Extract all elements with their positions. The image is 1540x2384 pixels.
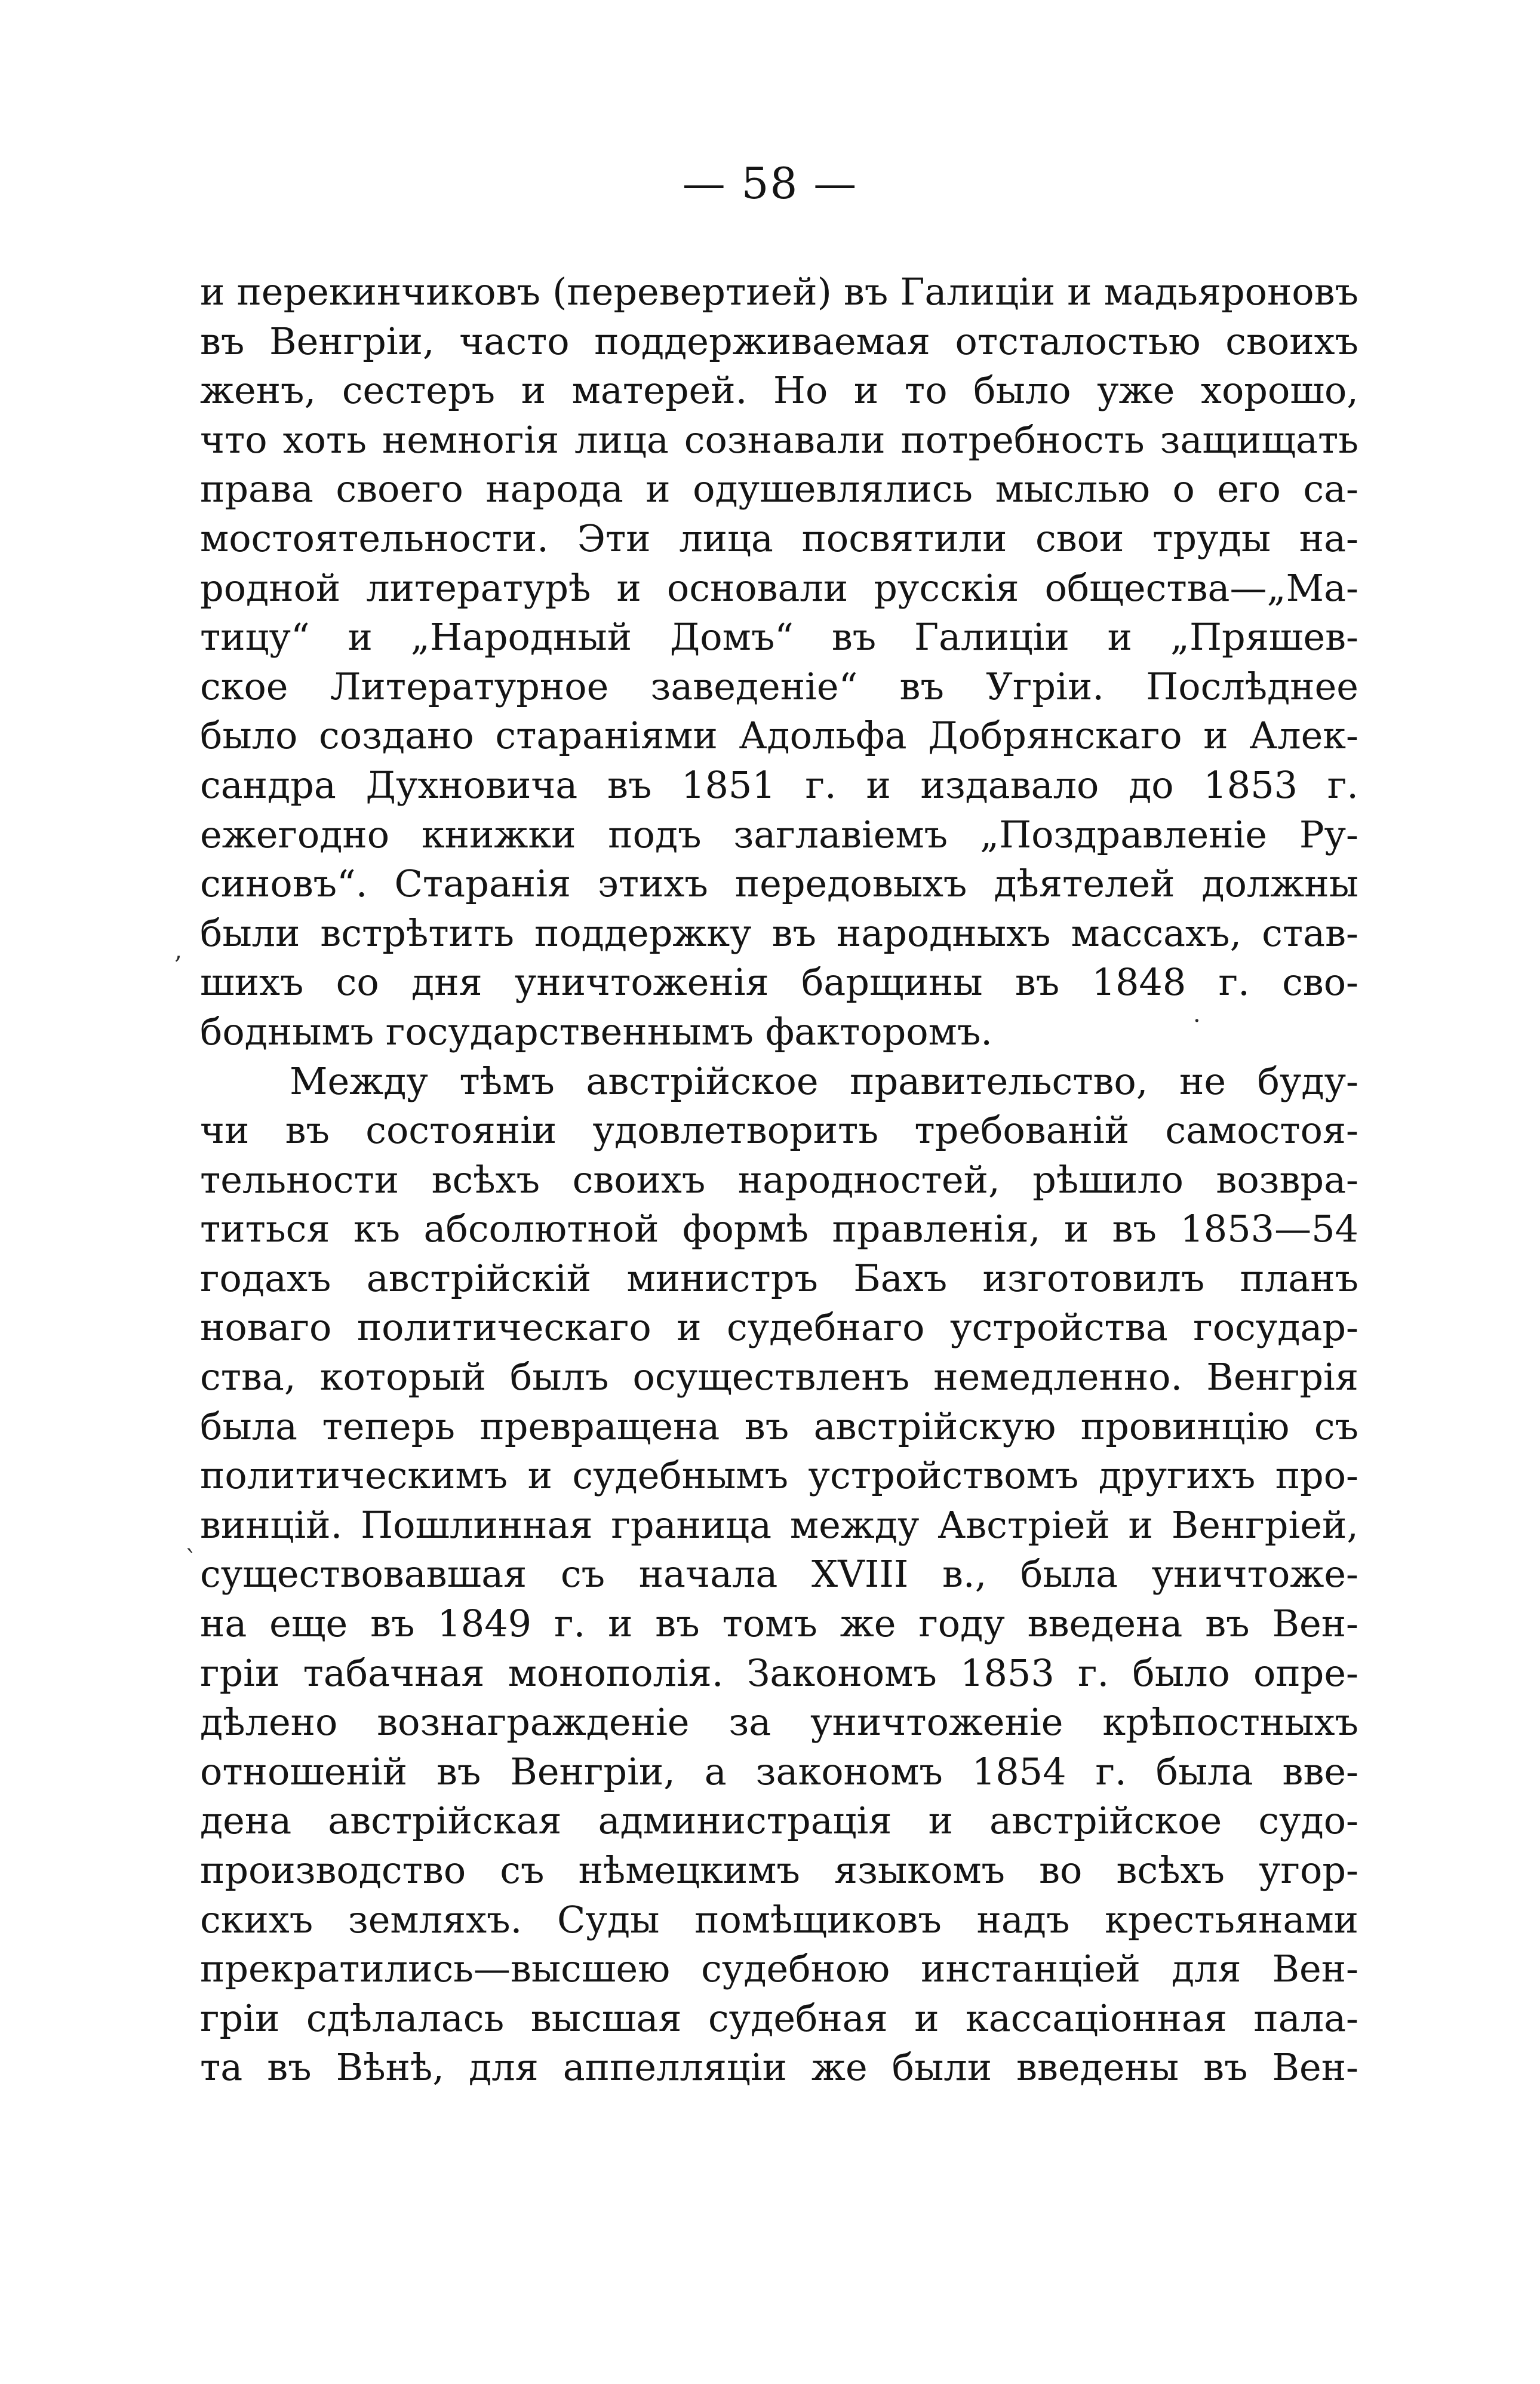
paragraph-1 — [200, 268, 1358, 1057]
print-speck: ‚ — [174, 937, 182, 964]
page-number: — 58 — — [682, 158, 858, 208]
text-line: и перекинчиковъ (перевертией) въ Галиціи и мадьяроновъ — [200, 270, 1358, 314]
text-line: сандра Духновича въ 1851 г. и издавало до 1853 г. — [200, 763, 1358, 807]
text-line: тельности всѣхъ своихъ народностей, рѣшило возвра- — [200, 1157, 1358, 1202]
paragraph-2 — [200, 1057, 1358, 2093]
text-line: дѣлено вознагражденіе за уничтоженіе крѣпостныхъ — [200, 1700, 1358, 1744]
text-line: права своего народа и одушевлялись мыслью о его са- — [200, 467, 1358, 511]
text-line: производство съ нѣмецкимъ языкомъ во всѣхъ угор- — [200, 1848, 1358, 1892]
text-line: чи въ состояніи удовлетворить требованій самостоя- — [200, 1108, 1358, 1153]
text-line: та въ Вѣнѣ, для аппелляціи же были введены въ Вен- — [200, 2045, 1358, 2090]
text-line: было создано стараніями Адольфа Добрянскаго и Алек- — [200, 714, 1358, 758]
text-line: титься къ абсолютной формѣ правленія, и въ 1853—54 — [200, 1207, 1358, 1251]
text-line: новаго политическаго и судебнаго устройства государ- — [200, 1305, 1358, 1350]
text-line: родной литературѣ и основали русскія общества—„Ма- — [200, 566, 1358, 610]
text-line: была теперь превращена въ австрійскую провинцію съ — [200, 1404, 1358, 1448]
text-line: шихъ со дня уничтоженія барщины въ 1848 г. сво- — [200, 960, 1358, 1004]
print-speck: ` — [185, 1546, 197, 1574]
text-line: боднымъ государственнымъ факторомъ. — [200, 1009, 992, 1053]
text-line: мостоятельности. Эти лица посвятили свои труды на- — [200, 516, 1358, 560]
text-line: отношеній въ Венгріи, а закономъ 1854 г. была вве- — [200, 1749, 1358, 1793]
body-text — [200, 268, 1358, 2093]
text-line: дена австрійская администрація и австрійское судо- — [200, 1799, 1358, 1843]
text-line: политическимъ и судебнымъ устройствомъ другихъ про- — [200, 1454, 1358, 1498]
text-line: Между тѣмъ австрійское правительство, не буду- — [290, 1059, 1358, 1103]
text-line: на еще въ 1849 г. и въ томъ же году введена въ Вен- — [200, 1602, 1358, 1646]
text-line: гріи сдѣлалась высшая судебная и кассаціонная пала- — [200, 1996, 1358, 2040]
text-line: ежегодно книжки подъ заглавіемъ „Поздравленіе Ру- — [200, 812, 1358, 856]
print-speck: · — [1193, 1007, 1201, 1035]
text-line: ства, который былъ осуществленъ немедленно. Венгрія — [200, 1355, 1358, 1399]
text-line: женъ, сестеръ и матерей. Но и то было уже хорошо, — [200, 368, 1358, 413]
text-line: ское Литературное заведеніе“ въ Угріи. Послѣднее — [200, 664, 1358, 708]
text-line: синовъ“. Старанія этихъ передовыхъ дѣятелей должны — [200, 862, 1358, 906]
text-line: прекратились—высшею судебною инстанціей для Вен- — [200, 1947, 1358, 1991]
text-line: существовавшая съ начала XVIII в., была уничтоже- — [200, 1552, 1358, 1596]
text-line: годахъ австрійскій министръ Бахъ изготовилъ планъ — [200, 1256, 1358, 1300]
text-line: скихъ земляхъ. Суды помѣщиковъ надъ крестьянами — [200, 1897, 1358, 1941]
text-line: были встрѣтить поддержку въ народныхъ массахъ, став- — [200, 911, 1358, 955]
text-line: гріи табачная монополія. Закономъ 1853 г. было опре- — [200, 1651, 1358, 1695]
text-line: въ Венгріи, часто поддерживаемая отсталостью своихъ — [200, 319, 1358, 363]
text-line: тицу“ и „Народный Домъ“ въ Галиціи и „Пряшев- — [200, 615, 1358, 659]
text-line: винцій. Пошлинная граница между Австріей и Венгріей, — [200, 1503, 1358, 1547]
text-line: что хоть немногія лица сознавали потребность защищать — [200, 417, 1358, 462]
